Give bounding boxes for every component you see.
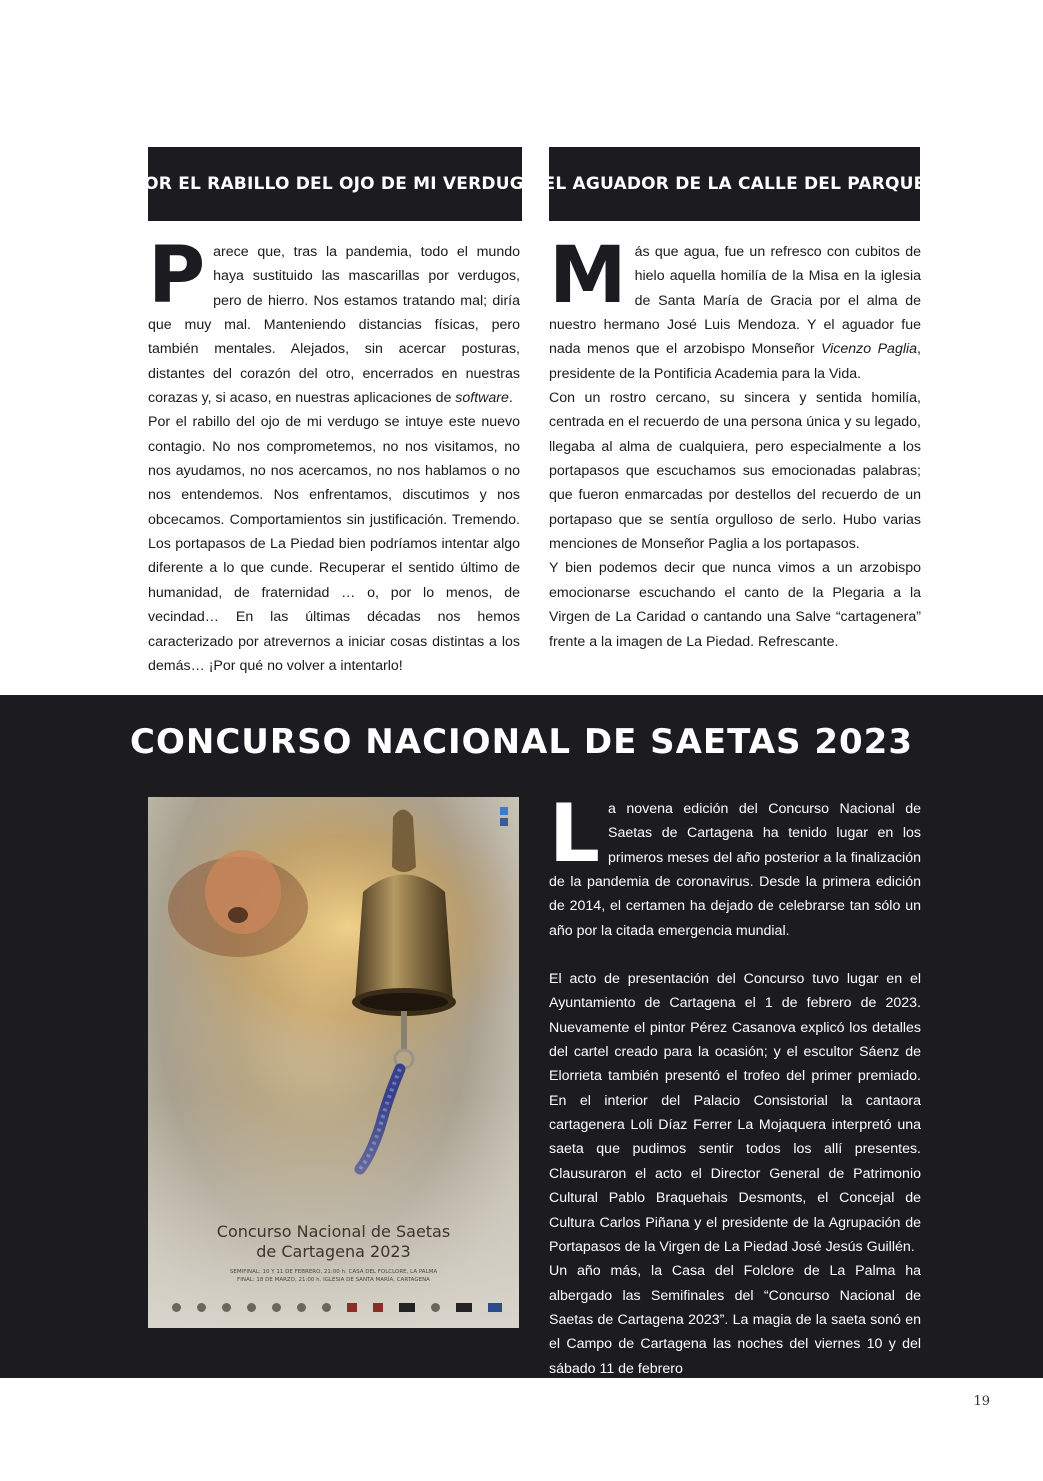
page-number: 19 <box>973 1394 990 1409</box>
saetas-article <box>549 787 921 1381</box>
paragraph: arece que, tras la pandemia, todo el mundo haya sustituido las mascarillas por verdugos, pero de hierro. Nos estamos tratando mal; diría que muy mal. Manteniendo distancias físicas, pero también mentales. Alejados, sin acercar posturas, distantes del corazón del otro, encerrados en nuestras corazas y, si acaso, en nuestras aplicaciones de software. <box>148 244 520 407</box>
sponsor-logo <box>347 1303 357 1312</box>
paragraph: Por el rabillo del ojo de mi verdugo se intuye este nuevo contagio. No nos comprometemos, no nos visitamos, no nos ayudamos, no nos acercamos, no nos hablamos o no nos entendemos. Nos enfrentamos, discutimos y nos obcecamos. Comportamientos sin justificación. Tremendo. Los portapasos de La Piedad bien podríamos intentar algo diferente a lo que cunde. Recuperar el sentido último de humanidad, de fraternidad … o, por lo menos, de vecindad… En las últimas décadas nos hemos caracterizado por atrevernos a iniciar cosas distintas a los demás… ¡Por qué no volver a intentarlo! <box>148 414 520 674</box>
left-column-heading: POR EL RABILLO DEL OJO DE MI VERDUGO <box>148 147 522 221</box>
dropcap: L <box>549 787 600 880</box>
contest-poster-image <box>148 797 519 1328</box>
sponsor-logo <box>431 1303 440 1312</box>
section-title: CONCURSO NACIONAL DE SAETAS 2023 <box>130 722 913 762</box>
sponsor-logo <box>172 1303 181 1312</box>
dropcap: P <box>148 231 206 321</box>
sponsor-logo <box>297 1303 306 1312</box>
poster-title: Concurso Nacional de Saetas de Cartagena 2023 <box>216 1222 451 1261</box>
sponsor-logo <box>322 1303 331 1312</box>
sponsor-logo <box>247 1303 256 1312</box>
poster-dates: SEMIFINAL: 10 Y 11 DE FEBRERO, 21:00 h. CASA DEL FOLCLORE, LA PALMA FINAL: 18 DE MARZO, 21:00 h. IGLESIA DE SANTA MARÍA, CARTAGENA <box>229 1269 438 1283</box>
sponsor-logos <box>172 1300 502 1314</box>
sponsor-logo <box>197 1303 206 1312</box>
emphasis: software <box>455 390 509 407</box>
paragraph: Un año más, la Casa del Folclore de La Palma ha albergado las Semifinales del “Concurso Nacional de Saetas de Cartagena 2023”. La magia de la saeta sonó en el Campo de Cartagena las noches del viernes 10 y del sábado 11 de febrero <box>549 1263 921 1377</box>
paragraph: Con un rostro cercano, su sincera y sentida homilía, centrada en el recuerdo de una persona única y su legado, llegaba al alma de cualquiera, pero especialmente a los portapasos que escuchamos sus emocionadas palabras; que fueron enmarcadas por destellos del recuerdo de un portapaso que se sentía orgulloso de serlo. Hubo varias menciones de Monseñor Paglia a los portapasos. <box>549 390 921 553</box>
emphasis: Vicenzo Paglia <box>820 341 918 358</box>
paragraph: ás que agua, fue un refresco con cubitos de hielo aquella homilía de la Misa en la iglesia de Santa María de Gracia por el alma de nuestro hermano José Luis Mendoza. Y el aguador fue nada menos que el arzobispo Monseñor Vicenzo Paglia, presidente de la Pontificia Academia para la Vida. <box>549 244 921 382</box>
sponsor-logo <box>373 1303 383 1312</box>
right-column-heading: EL AGUADOR DE LA CALLE DEL PARQUE <box>549 147 920 221</box>
sponsor-logo <box>272 1303 281 1312</box>
paragraph: a novena edición del Concurso Nacional de Saetas de Cartagena ha tenido lugar en los primeros meses del año posterior a la finalización de la pandemia de coronavirus. Desde la primera edición de 2014, el certamen ha dejado de celebrarse tan sólo un año por la citada emergencia mundial. <box>549 801 921 939</box>
sponsor-logo <box>456 1303 472 1312</box>
sponsor-logo <box>222 1303 231 1312</box>
right-article <box>549 231 921 654</box>
paragraph: El acto de presentación del Concurso tuvo lugar en el Ayuntamiento de Cartagena el 1 de febrero de 2023. Nuevamente el pintor Pérez Casanova explicó los detalles del cartel creado para la ocasión; y el escultor Sáenz de Elorrieta también presentó el trofeo del primer premiado. En el interior del Palacio Consistorial la cantaora cartagenera Loli Díaz Ferrer La Mojaquera interpretó una saeta que pudimos sentir todos los allí presentes. Clausuraron el acto el Director General de Patrimonio Cultural Pablo Braquehais Desmonts, el Concejal de Cultura Carlos Piñana y el presidente de la Agrupación de Portapasos de la Virgen de La Piedad José Jesús Guillén. <box>549 971 921 1255</box>
paragraph: Y bien podemos decir que nunca vimos a un arzobispo emocionarse escuchando el canto de la Plegaria a la Virgen de La Caridad o cantando una Salve “cartagenera” frente a la imagen de La Piedad. Refrescante. <box>549 560 921 650</box>
sponsor-logo <box>488 1303 502 1312</box>
sponsor-logo <box>399 1303 415 1312</box>
dropcap: M <box>549 231 627 321</box>
left-article <box>148 231 520 678</box>
